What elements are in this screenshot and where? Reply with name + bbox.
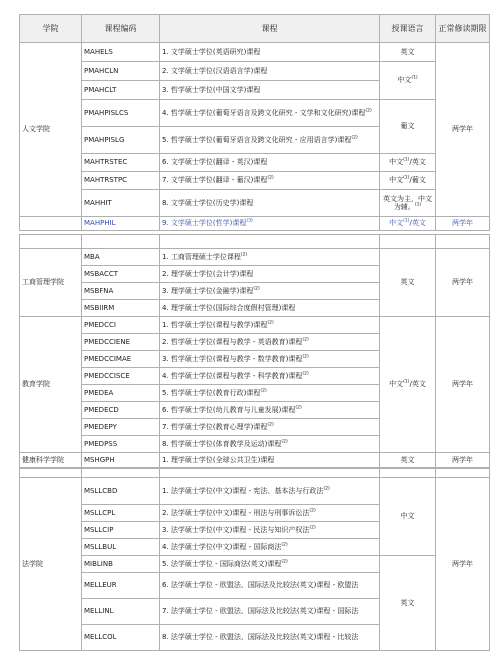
course-cell: 7. 文学硕士学位(翻译 - 葡汉)课程$^{(2)}$: [160, 172, 380, 190]
course-cell: 8. 文学硕士学位(历史学)课程: [160, 190, 380, 217]
course-cell: 2. 哲学硕士学位(课程与教学 - 英语教育)课程$^{(2)}$: [160, 334, 380, 351]
language-cell: 葡文: [380, 100, 436, 154]
code-cell: PMEDPSS: [82, 436, 160, 453]
language-cell: 英文: [380, 249, 436, 317]
language-cell: 中文$^{(1)}$/英文: [380, 154, 436, 172]
course-cell: 4. 理学硕士学位(国际综合度假村管理)课程: [160, 300, 380, 317]
table-row: [20, 249, 490, 266]
college-cell: 工商管理学院: [20, 249, 82, 317]
course-cell: 4. 哲学硕士学位(葡萄牙语言及跨文化研究 - 文学和文化研究)课程$^{(2)}$: [160, 100, 380, 127]
code-cell: PMEDCCIENE: [82, 334, 160, 351]
course-cell: 9. 文学硕士学位(哲学)课程$^{(3)}$: [160, 217, 380, 231]
code-cell: MSBIIRM: [82, 300, 160, 317]
course-cell: 5. 哲学硕士学位(葡萄牙语言及跨文化研究 - 应用语言学)课程$^{(2)}$: [160, 127, 380, 154]
header-code: 课程编码: [82, 15, 160, 43]
code-cell: MSLLCBD: [82, 478, 160, 505]
code-cell: PMAHCLT: [82, 81, 160, 100]
language-cell: 中文$^{(1)}$/英文: [380, 217, 436, 231]
header-course: 课程: [160, 15, 380, 43]
header-duration: 正常修读期限: [436, 15, 490, 43]
code-cell: MSBFNA: [82, 283, 160, 300]
college-cell: 教育学院: [20, 317, 82, 453]
spacer-row: [20, 468, 490, 478]
course-cell: 5. 哲学硕士学位(教育行政)课程$^{(2)}$: [160, 385, 380, 402]
course-cell: 2. 理学硕士学位(会计学)课程: [160, 266, 380, 283]
course-cell: 1. 法学硕士学位(中文)课程 - 宪法、基本法与行政法$^{(2)}$: [160, 478, 380, 505]
duration-cell: 两学年: [436, 453, 490, 469]
code-cell: MSBACCT: [82, 266, 160, 283]
code-cell: MAHTRSTPC: [82, 172, 160, 190]
course-cell: 7. 哲学硕士学位(教育心理学)课程$^{(2)}$: [160, 419, 380, 436]
college-cell: 人文学院: [20, 43, 82, 217]
language-cell: 中文$^{(1)}$/英文: [380, 317, 436, 453]
course-cell: 5. 法学硕士学位 - 国际商法(英文)课程$^{(2)}$: [160, 556, 380, 573]
course-cell: 7. 法学硕士学位 - 欧盟法、国际法及比较法(英文)课程 - 国际法: [160, 599, 380, 625]
language-cell: 英文: [380, 453, 436, 469]
course-cell: 6. 哲学硕士学位(幼儿教育与儿童发展)课程$^{(2)}$: [160, 402, 380, 419]
language-cell: 英文: [380, 43, 436, 62]
table-row: [20, 317, 490, 334]
college-cell-empty: [20, 217, 82, 231]
code-cell: PMAHPISLCS: [82, 100, 160, 127]
code-cell: PMEDCCIMAE: [82, 351, 160, 368]
table-row: [20, 556, 490, 573]
course-cell: 2. 法学硕士学位(中文)课程 - 刑法与刑事诉讼法$^{(2)}$: [160, 505, 380, 522]
course-cell: 8. 法学硕士学位 - 欧盟法、国际法及比较法(英文)课程 - 比较法: [160, 625, 380, 651]
business-education-health-table: [19, 234, 490, 469]
duration-cell: 两学年: [436, 43, 490, 217]
code-cell: MSLLCIP: [82, 522, 160, 539]
course-cell: 1. 理学硕士学位(全球公共卫生)课程: [160, 453, 380, 469]
language-cell: 英文为主，中文为辅。$^{(1)}$: [380, 190, 436, 217]
code-cell: MAHHIT: [82, 190, 160, 217]
code-cell: PMEDCCI: [82, 317, 160, 334]
duration-cell: 两学年: [436, 249, 490, 317]
code-cell: MELLEUR: [82, 573, 160, 599]
course-cell: 2. 文学硕士学位(汉语语言学)课程: [160, 62, 380, 81]
duration-cell: 两学年: [436, 478, 490, 651]
code-cell: MSLLBUL: [82, 539, 160, 556]
humanities-table: [19, 14, 490, 231]
course-cell: 1. 工商管理硕士学位课程$^{(2)}$: [160, 249, 380, 266]
course-cell: 4. 法学硕士学位(中文)课程 - 国际商法$^{(2)}$: [160, 539, 380, 556]
table-row: [20, 172, 490, 190]
language-cell: 英文: [380, 556, 436, 651]
code-cell: PMAHCLN: [82, 62, 160, 81]
table-row: [20, 100, 490, 127]
course-cell: 3. 理学硕士学位(金融学)课程$^{(2)}$: [160, 283, 380, 300]
college-cell: 健康科学学院: [20, 453, 82, 469]
code-cell: MELLCOL: [82, 625, 160, 651]
course-cell: 8. 哲学硕士学位(体育教学及运动)课程$^{(2)}$: [160, 436, 380, 453]
course-cell: 3. 哲学硕士学位(课程与教学 - 数学教育)课程$^{(2)}$: [160, 351, 380, 368]
header-college: 学院: [20, 15, 82, 43]
college-cell: 法学院: [20, 478, 82, 651]
course-cell: 3. 哲学硕士学位(中国文学)课程: [160, 81, 380, 100]
table-row: [20, 478, 490, 505]
course-cell: 6. 法学硕士学位 - 欧盟法、国际法及比较法(英文)课程 - 欧盟法: [160, 573, 380, 599]
language-cell: 中文$^{(1)}$: [380, 62, 436, 100]
code-cell: MAHTRSTEC: [82, 154, 160, 172]
code-cell: MBA: [82, 249, 160, 266]
table-row: [20, 217, 490, 231]
code-cell: MIBLINB: [82, 556, 160, 573]
language-cell: 中文$^{(1)}$/葡文: [380, 172, 436, 190]
code-cell: MSLLCPL: [82, 505, 160, 522]
language-cell: 中文: [380, 478, 436, 556]
code-cell: MELLINL: [82, 599, 160, 625]
code-cell: PMEDECD: [82, 402, 160, 419]
course-cell: 3. 法学硕士学位(中文)课程 - 民法与知识产权法$^{(2)}$: [160, 522, 380, 539]
law-table: [19, 467, 490, 651]
code-cell: PMEDEA: [82, 385, 160, 402]
course-cell: 6. 文学硕士学位(翻译 - 英汉)课程: [160, 154, 380, 172]
course-cell: 1. 哲学硕士学位(课程与教学)课程$^{(2)}$: [160, 317, 380, 334]
table-row: [20, 62, 490, 81]
spacer-row: [20, 235, 490, 249]
table-row: [20, 190, 490, 217]
course-cell: 1. 文学硕士学位(英语研究)课程: [160, 43, 380, 62]
code-cell: MAHELS: [82, 43, 160, 62]
header-row: [20, 15, 490, 43]
header-language: 授课语言: [380, 15, 436, 43]
code-cell: PMAHPISLG: [82, 127, 160, 154]
table-row: [20, 43, 490, 62]
code-cell: MSHGPH: [82, 453, 160, 469]
duration-cell: 两学年: [436, 217, 490, 231]
code-cell: PMEDCCISCE: [82, 368, 160, 385]
code-cell: MAHPHIL: [82, 217, 160, 231]
table-row: [20, 154, 490, 172]
duration-cell: 两学年: [436, 317, 490, 453]
code-cell: PMEDEPY: [82, 419, 160, 436]
course-cell: 4. 哲学硕士学位(课程与教学 - 科学教育)课程$^{(2)}$: [160, 368, 380, 385]
